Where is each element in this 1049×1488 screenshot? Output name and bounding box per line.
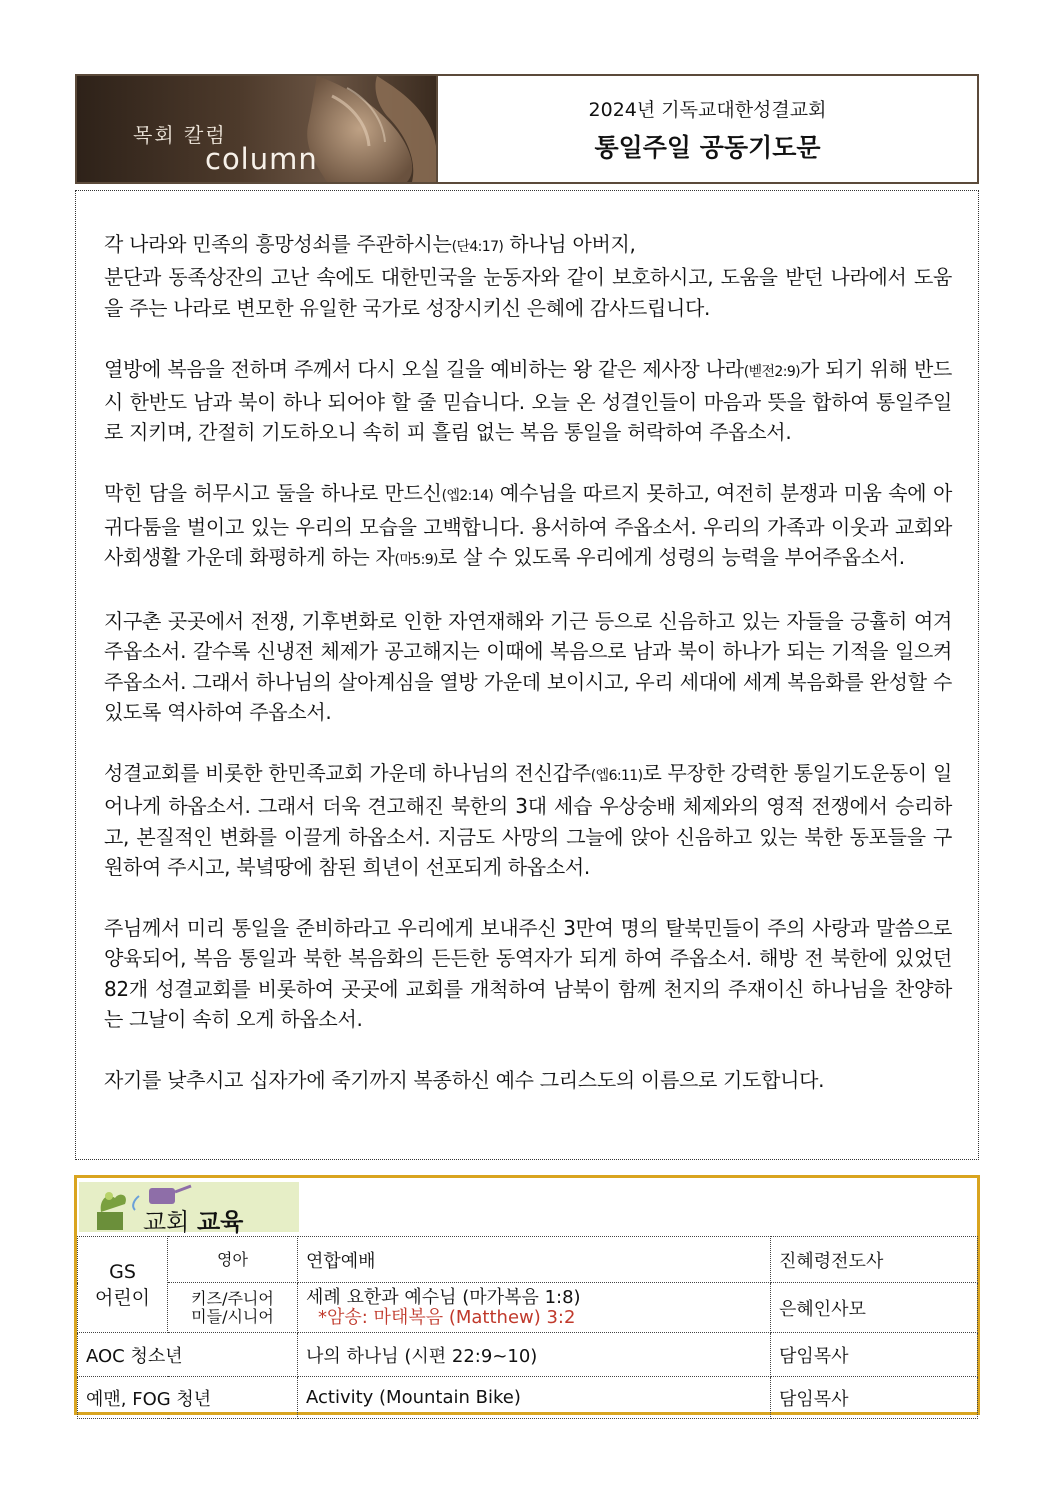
scripture-reference: (엡2:14) <box>441 488 494 505</box>
lesson-cell: 나의 하나님 (시편 22:9~10) <box>298 1333 771 1377</box>
table-row <box>78 1377 978 1419</box>
column-label-english: column <box>205 142 318 176</box>
lesson-title: 세례 요한과 예수님 (마가복음 1:8) <box>306 1287 581 1308</box>
scripture-reference: (엡6:11) <box>590 767 643 784</box>
prayer-text-run: 자기를 낮추시고 십자가에 죽기까지 복종하신 예수 그리스도의 이름으로 기도합니다. <box>104 1067 825 1092</box>
gs-children-label: GS 어린이 <box>78 1237 168 1333</box>
prayer-paragraph <box>104 354 952 448</box>
prayer-text <box>104 229 952 1126</box>
group-cell: 예맨, FOG 청년 <box>78 1377 298 1419</box>
teacher-cell: 은혜인사모 <box>771 1283 978 1333</box>
scripture-reference: (벧전2:9) <box>743 363 801 380</box>
teacher-cell: 담임목사 <box>771 1377 978 1419</box>
prayer-box <box>75 190 979 1160</box>
column-subtitle: 2024년 기독교대한성결교회 <box>588 98 827 121</box>
column-title: 통일주일 공동기도문 <box>594 132 821 162</box>
column-banner <box>77 76 438 182</box>
prayer-text-run: 성결교회를 비롯한 한민족교회 가운데 하나님의 전신갑주 <box>104 760 591 785</box>
prayer-text-run: 지구촌 곳곳에서 전쟁, 기후변화로 인한 자연재해와 기근 등으로 신음하고 있는 자들을 긍휼히 여겨주옵소서. 갈수록 신냉전 체제가 공고해지는 이때에 복음으로 남과 북이 하나가 되는 기적을 일으켜 주옵소서. 그래서 하나님의 살아계심을 열방 가운데 보이시고, 우리 세대에 세계 복음화를 완성할 수 있도록 역사하여 주옵소서. <box>104 608 952 725</box>
prayer-text-run: 각 나라와 민족의 흥망성쇠를 주관하시는 <box>104 232 452 256</box>
column-label-korean: 목회 칼럼 <box>133 123 227 147</box>
memory-verse: *암송: 마태복음 (Matthew) 3:2 <box>318 1307 576 1328</box>
prayer-text-run: 열방에 복음을 전하며 주께서 다시 오실 길을 예비하는 왕 같은 제사장 나라 <box>104 356 744 381</box>
lesson-cell <box>298 1283 771 1333</box>
table-row <box>78 1237 978 1283</box>
prayer-text-run: 로 살 수 있도록 우리에게 성령의 능력을 부어주옵소서. <box>437 545 905 570</box>
lesson-cell: 연합예배 <box>298 1237 771 1283</box>
table-row <box>78 1333 978 1377</box>
prayer-paragraph <box>104 758 952 883</box>
prayer-paragraph <box>104 913 952 1035</box>
lesson-cell: Activity (Mountain Bike) <box>298 1377 771 1419</box>
education-section <box>74 1175 980 1415</box>
education-heading-bold: 교육 <box>197 1208 244 1236</box>
group-cell: 키즈/주니어 미들/시니어 <box>168 1283 298 1333</box>
table-row <box>78 1283 978 1333</box>
teacher-cell: 진혜령전도사 <box>771 1237 978 1283</box>
scripture-reference: (단4:17) <box>451 239 504 255</box>
column-header <box>75 74 979 184</box>
education-heading <box>143 1202 243 1237</box>
prayer-text-run: 가 되기 위해 반드시 한반도 남과 북이 하나 되어야 할 줄 믿습니다. 오늘 온 성결인들이 마음과 뜻을 합하여 통일주일로 지키며, 간절히 기도하오니 속히 피 흘림 없는 복음 통일을 허락하여 주옵소서. <box>104 356 953 445</box>
group-cell: AOC 청소년 <box>78 1333 298 1377</box>
education-heading-banner <box>79 1182 299 1236</box>
prayer-paragraph <box>104 606 952 728</box>
scripture-reference: (마5:9) <box>394 552 438 569</box>
teacher-cell: 담임목사 <box>771 1333 978 1377</box>
prayer-text-run: 주님께서 미리 통일을 준비하라고 우리에게 보내주신 3만여 명의 탈북민들이 주의 사랑과 말씀으로 양육되어, 복음 통일과 북한 복음화의 든든한 동역자가 되게 하여 주옵소서. 해방 전 북한에 있었던 82개 성결교회를 비롯하여 곳곳에 교회를 개척하여 남북이 함께 천지의 주재이신 하나님을 찬양하는 그날이 속히 오게 하옵소서. <box>104 915 952 1032</box>
prayer-paragraph <box>104 478 952 575</box>
prayer-paragraph <box>104 1065 952 1095</box>
education-heading-prefix: 교회 <box>143 1208 197 1236</box>
prayer-text-run: 하나님 아버지, 분단과 동족상잔의 고난 속에도 대한민국을 눈동자와 같이 보호하시고, 도움을 받던 나라에서 도움을 주는 나라로 변모한 유일한 국가로 성장시키신 은혜에 감사드립니다. <box>104 232 952 320</box>
group-cell: 영아 <box>168 1237 298 1283</box>
prayer-text-run: 예수님을 따르지 못하고, 여전히 분쟁과 미움 속에 아귀다툼을 벌이고 있는 우리의 모습을 고백합니다. 용서하여 주옵소서. 우리의 가족과 이웃과 교회와 사회생활 가운데 화평하게 하는 자 <box>104 481 952 570</box>
prayer-paragraph <box>104 229 952 323</box>
prayer-text-run: 로 무장한 강력한 통일기도운동이 일어나게 하옵소서. 그래서 더욱 견고해진 북한의 3대 세습 우상숭배 체제와의 영적 전쟁에서 승리하고, 본질적인 변화를 이끌게 하옵소서. 지금도 사망의 그늘에 앉아 신음하고 있는 북한 동포들을 구원하여 주시고, 북녘땅에 참된 희년이 선포되게 하옵소서. <box>104 760 952 880</box>
column-title-box <box>438 76 977 182</box>
education-table <box>77 1236 978 1419</box>
prayer-text-run: 막힌 담을 허무시고 둘을 하나로 만드신 <box>104 481 442 506</box>
